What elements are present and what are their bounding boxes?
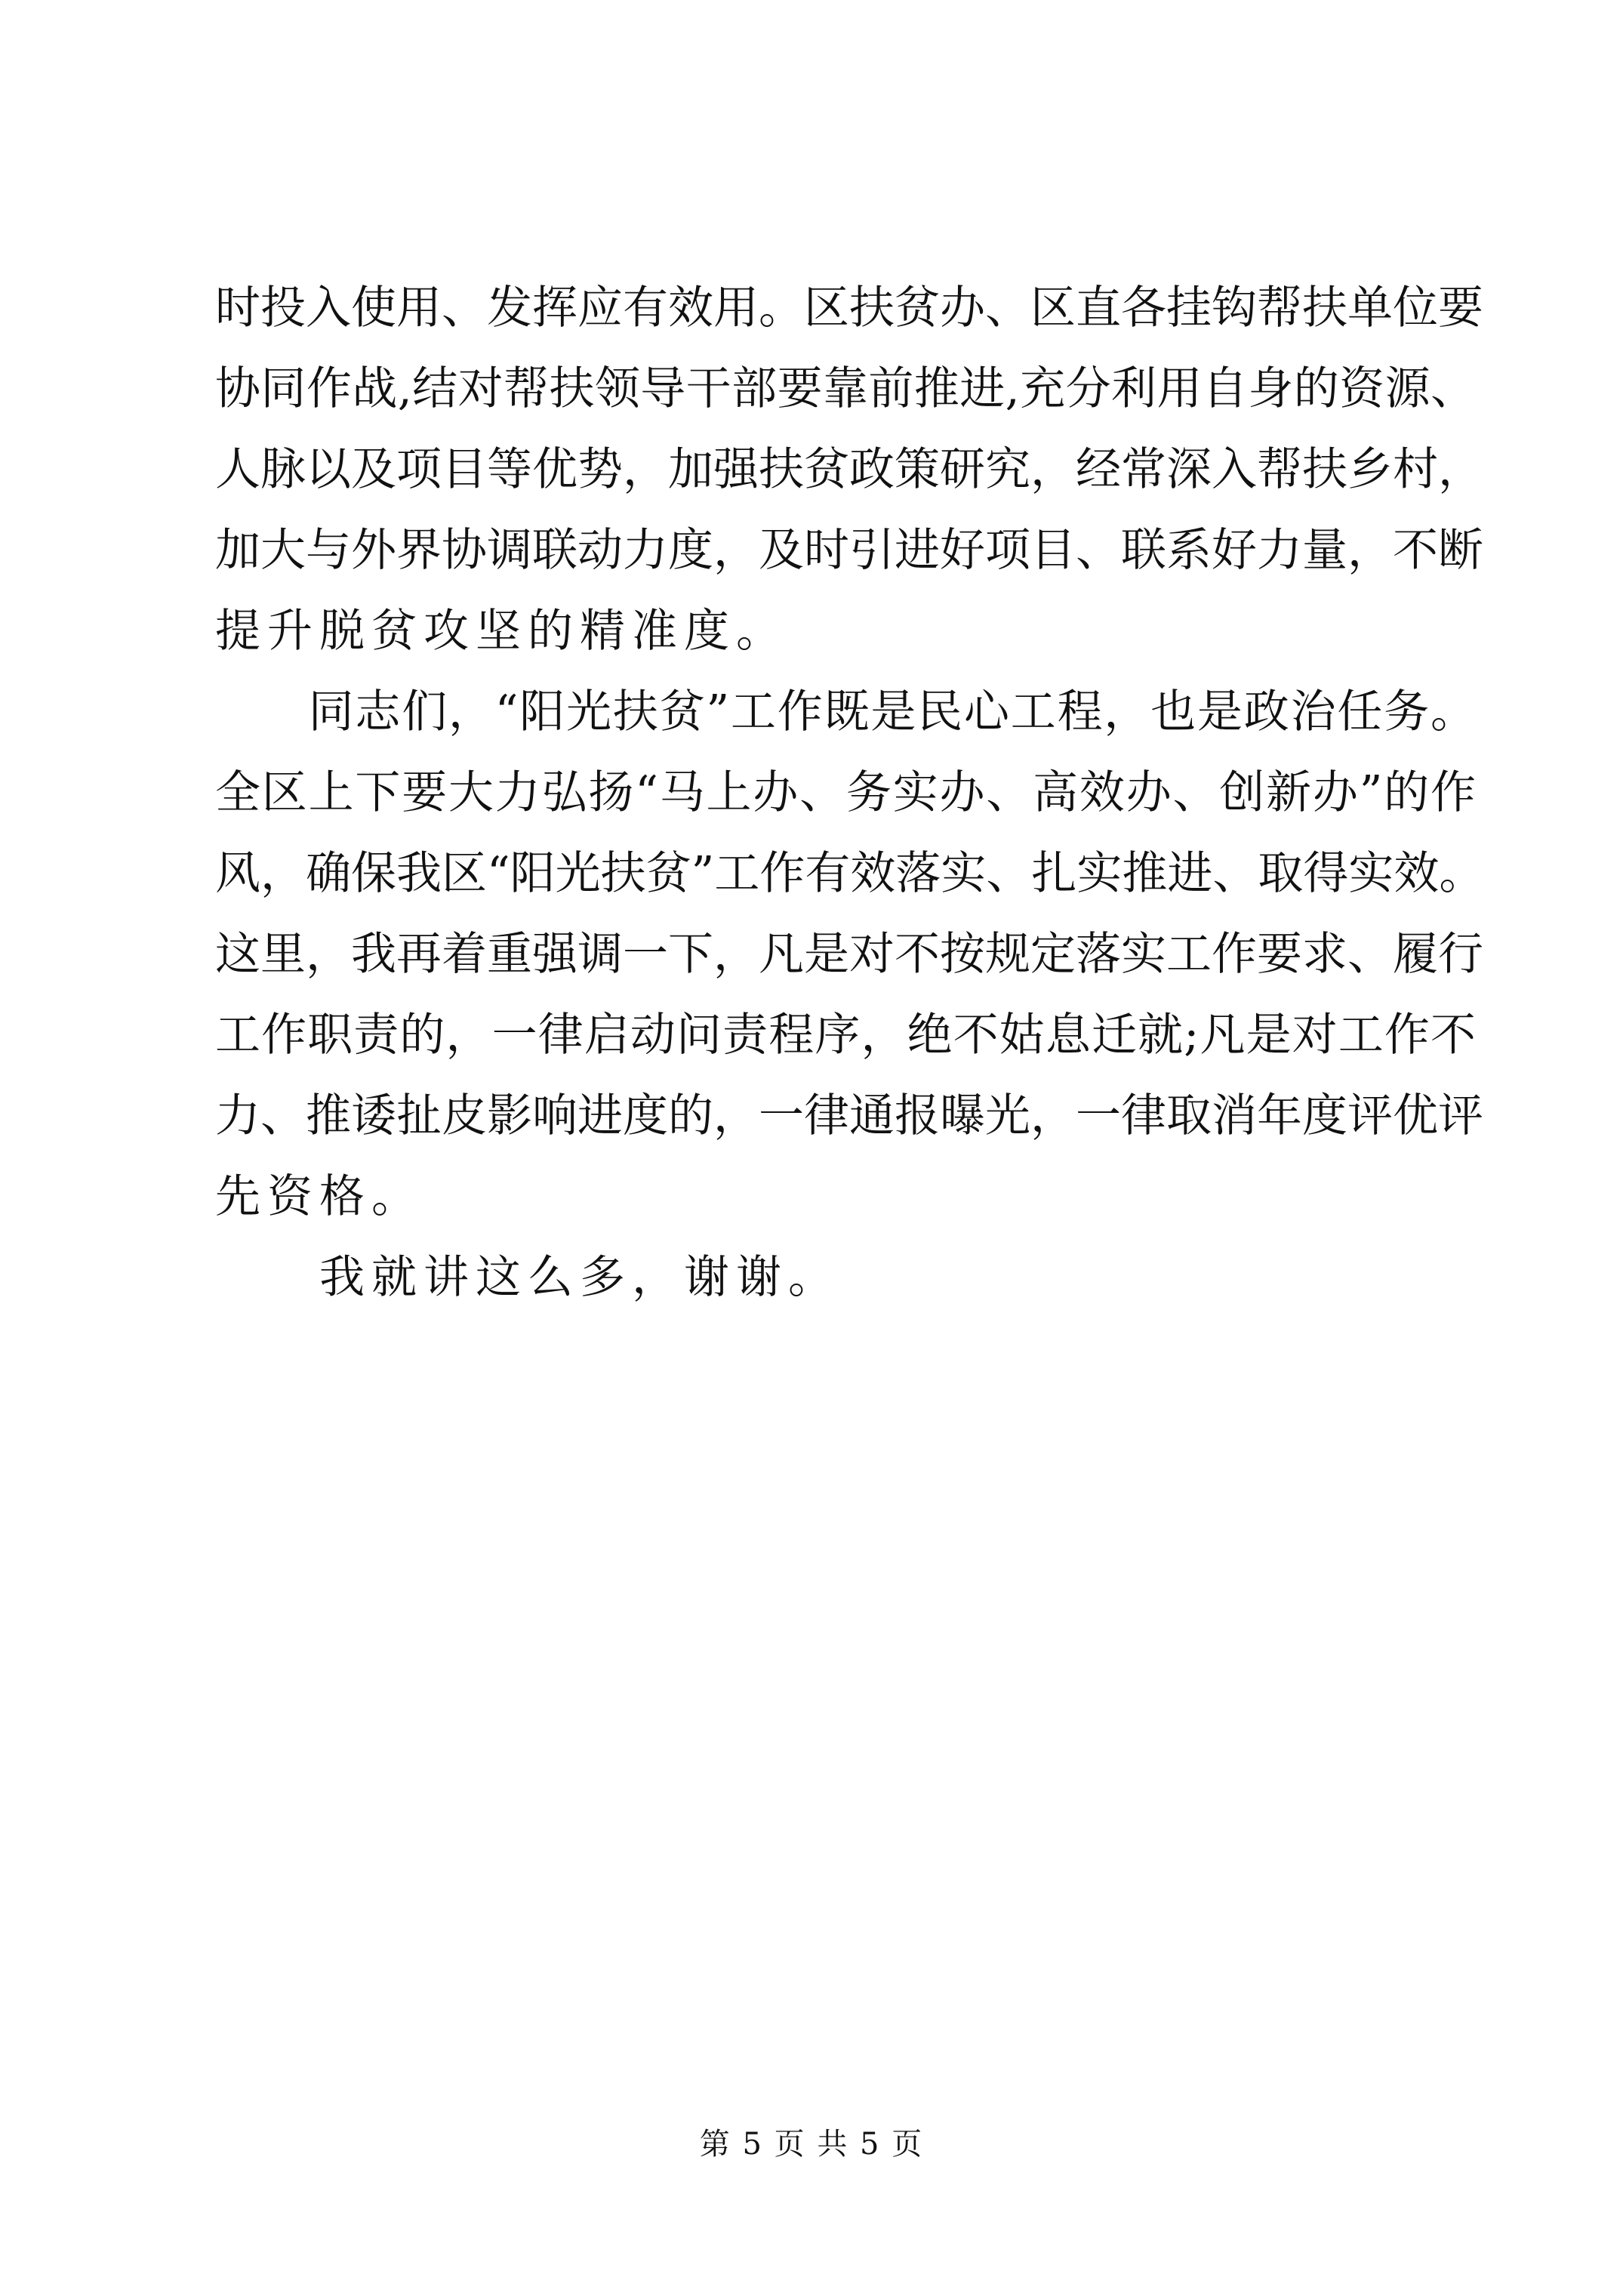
- text-line: 人脉以及项目等优势，加强扶贫政策研究，经常深入帮扶乡村，: [215, 443, 1483, 496]
- document-body: [215, 268, 1485, 1318]
- text-line: 力、推诿扯皮影响进度的，一律通报曝光，一律取消年度评优评: [215, 1089, 1483, 1142]
- text-line: 加大与外界协调联动力度，及时引进好项目、联系好力量，不断: [215, 524, 1483, 577]
- text-line: 这里，我再着重强调一下，凡是对不按规定落实工作要求、履行: [215, 928, 1483, 981]
- text-line: 全区上下要大力弘扬“马上办、务实办、高效办、创新办”的作: [215, 766, 1476, 819]
- text-line: 工作职责的，一律启动问责程序，绝不姑息迁就;凡是对工作不: [215, 1009, 1476, 1062]
- page-footer: [0, 2125, 1623, 2163]
- text-line: 先资格。: [215, 1170, 423, 1223]
- page-number-label: 第 5 页 共 5 页: [699, 2127, 924, 2162]
- text-line: 时投入使用、发挥应有效用。区扶贫办、区直各挂钩帮扶单位要: [215, 282, 1483, 334]
- text-line: 同志们，“阳光扶贫”工作既是民心工程，也是政治任务。: [215, 686, 1476, 738]
- text-line: 提升脱贫攻坚的精准度。: [215, 605, 788, 658]
- text-line: 我就讲这么多，谢谢。: [215, 1251, 840, 1304]
- text-line: 协同作战,结对帮扶领导干部要靠前推进,充分利用自身的资源、: [215, 362, 1476, 415]
- text-line: 风，确保我区“阳光扶贫”工作有效落实、扎实推进、取得实效。: [215, 847, 1485, 900]
